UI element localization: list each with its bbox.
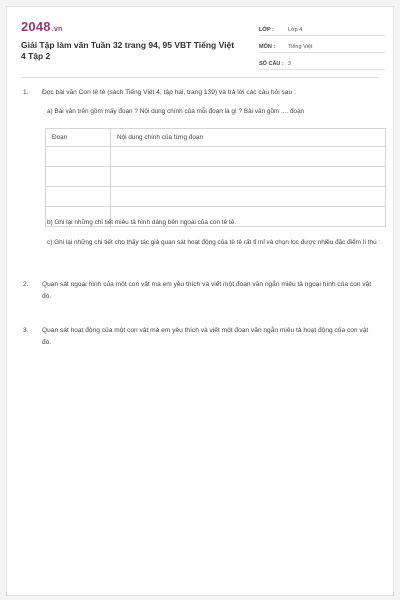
table-row bbox=[46, 187, 386, 207]
meta-value: Tiếng Việt bbox=[288, 44, 313, 50]
question-1-part-a: a) Bài văn trên gồm mấy đoạn ? Nội dung chính của mỗi đoạn là gì ? Bài văn gồm .... đoạn bbox=[47, 108, 305, 115]
meta-label: LỚP : bbox=[259, 27, 274, 33]
question-number: 1. bbox=[23, 89, 29, 96]
table-cell[interactable] bbox=[46, 187, 111, 207]
meta-value: 3 bbox=[288, 61, 292, 67]
worksheet-page bbox=[6, 6, 394, 596]
header-divider bbox=[21, 77, 379, 78]
table-cell[interactable] bbox=[111, 167, 386, 187]
site-logo[interactable] bbox=[21, 19, 62, 34]
column-header: Đoạn bbox=[46, 129, 111, 147]
column-header: Nội dung chính của từng đoạn bbox=[111, 129, 386, 147]
table-cell[interactable] bbox=[46, 167, 111, 187]
meta-panel bbox=[259, 19, 385, 70]
table-cell[interactable] bbox=[111, 187, 386, 207]
document-title: Giải Tập làm văn Tuần 32 trang 94, 95 VBT Tiếng Việt 4 Tập 2 bbox=[21, 40, 235, 61]
logo-main: 2048 bbox=[21, 19, 51, 34]
table-row bbox=[46, 147, 386, 167]
meta-label: SỐ CÂU : bbox=[259, 61, 284, 67]
question-number: 2. bbox=[23, 281, 29, 288]
table-header-row bbox=[46, 129, 386, 147]
table-cell[interactable] bbox=[111, 147, 386, 167]
table-row bbox=[46, 167, 386, 187]
meta-value: Lớp 4 bbox=[288, 27, 303, 33]
question-number: 3. bbox=[23, 327, 29, 334]
question-1-part-c: c) Ghi lại những chi tiết cho thấy tác giả quan sát hoạt động của tê tê rất tỉ mỉ và chọn lọc được nhiều đặc điểm lí thú : bbox=[47, 239, 381, 246]
logo-suffix: .vn bbox=[51, 26, 63, 33]
question-text: Quan sát hoạt động của một con vật mà em yêu thích và viết một đoạn văn ngắn miêu tả hoạt động của con vật đó. bbox=[42, 327, 369, 346]
meta-row-subject bbox=[259, 36, 385, 53]
worksheet-header bbox=[21, 17, 385, 73]
question-text: Quan sát ngoại hình của một con vật mà em yêu thích và viết một đoạn văn ngắn miêu tả ngoại hình của con vật đó. bbox=[42, 281, 372, 300]
meta-row-question-count bbox=[259, 53, 385, 70]
question-1-part-b: b) Ghi lại những chi tiết miêu tả hình dáng bên ngoài của con tê tê. bbox=[47, 219, 237, 226]
meta-row-class bbox=[259, 19, 385, 36]
answer-table bbox=[45, 128, 386, 227]
table-cell[interactable] bbox=[46, 147, 111, 167]
meta-label: MÔN : bbox=[259, 44, 276, 50]
question-text: Đọc bài văn Con tê tê (sách Tiếng Việt 4, tập hai, trang 139) và trả lời các câu hỏi sau : bbox=[42, 89, 296, 96]
